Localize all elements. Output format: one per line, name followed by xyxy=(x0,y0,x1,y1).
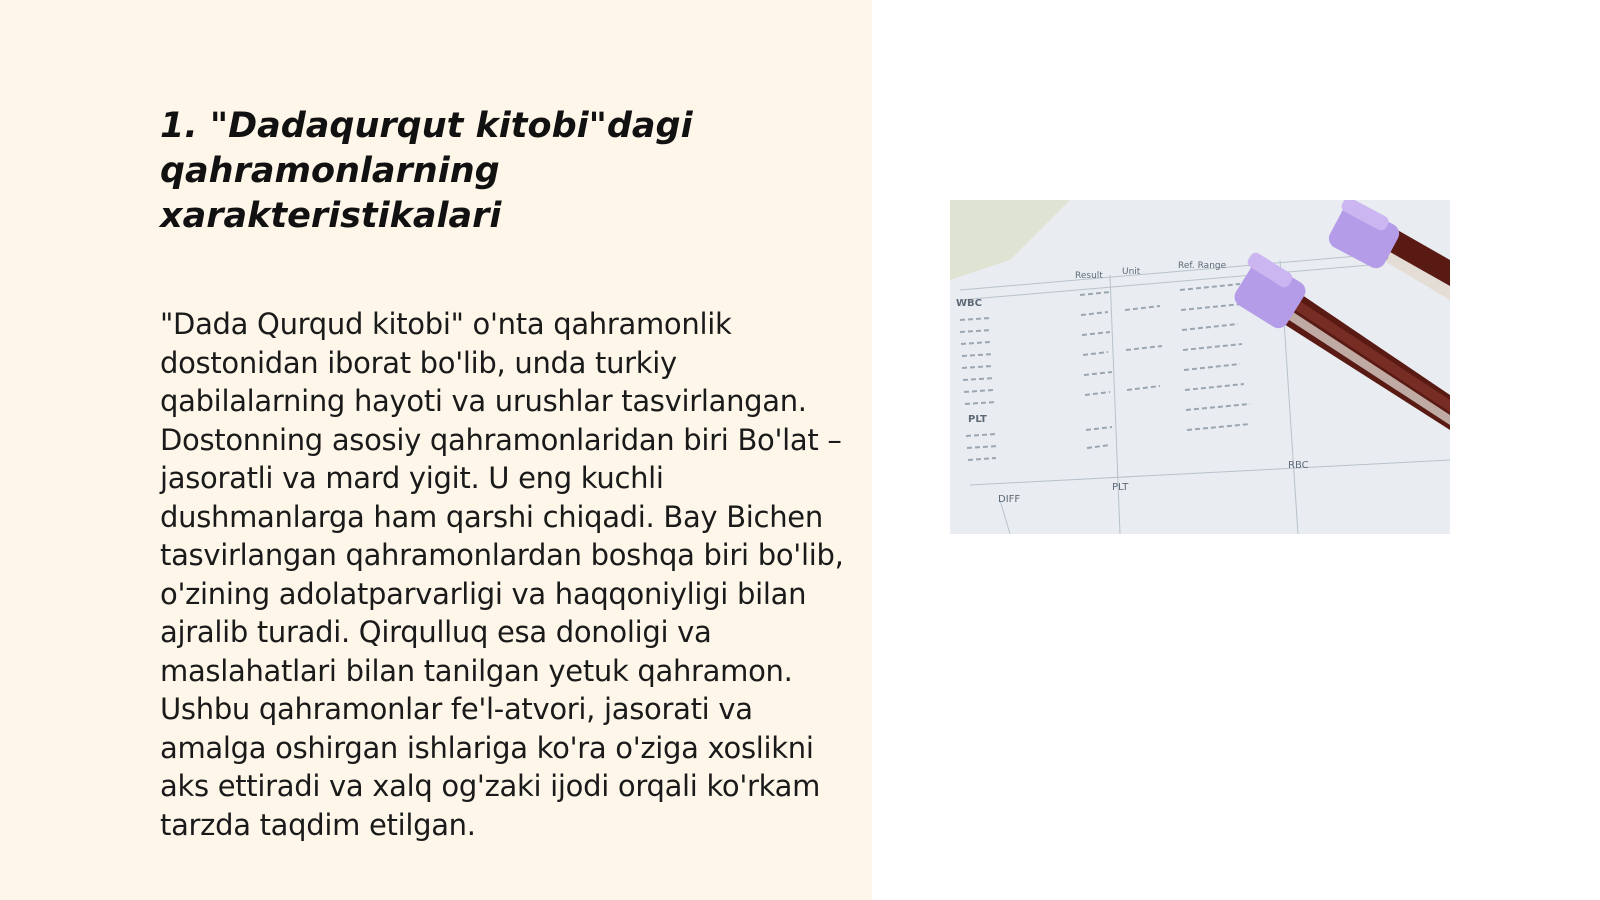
form-label-ref-range: Ref. Range xyxy=(1178,261,1227,271)
form-label-wbc: WBC xyxy=(956,298,982,309)
blood-test-photo xyxy=(950,200,1450,534)
form-label-unit: Unit xyxy=(1122,267,1141,277)
body-paragraph: "Dada Qurqud kitobi" o'nta qahramonlik dostonidan iborat bo'lib, unda turkiy qabilalarning hayoti va urushlar tasvirlangan. Dostonning asosiy qahramonlaridan biri Bo'lat – jasoratli va mard yigit. U eng kuchli dushmanlarga ham qarshi chiqadi. Bay Bichen tasvirlangan qahramonlardan boshqa biri bo'lib, o'zining adolatparvarligi va haqqoniyligi bilan ajralib turadi. Qirqulluq esa donoligi va maslahatlari bilan tanilgan yetuk qahramon. Ushbu qahramonlar fe'l-atvori, jasorati va amalga oshirgan ishlariga ko'ra o'ziga xoslikni aks ettiradi va xalq og'zaki ijodi orqali ko'rkam tarzda taqdim etilgan. xyxy=(160,307,844,842)
form-label-result: Result xyxy=(1075,271,1103,281)
form-label-diff: DIFF xyxy=(998,494,1021,505)
form-label-plt-2: PLT xyxy=(1112,482,1129,493)
slide-title: 1. "Dadaqurqut kitobi"dagi qahramonlarning xarakteristikalari xyxy=(160,106,693,236)
form-label-rbc: RBC xyxy=(1288,460,1309,471)
form-label-plt: PLT xyxy=(968,414,987,425)
